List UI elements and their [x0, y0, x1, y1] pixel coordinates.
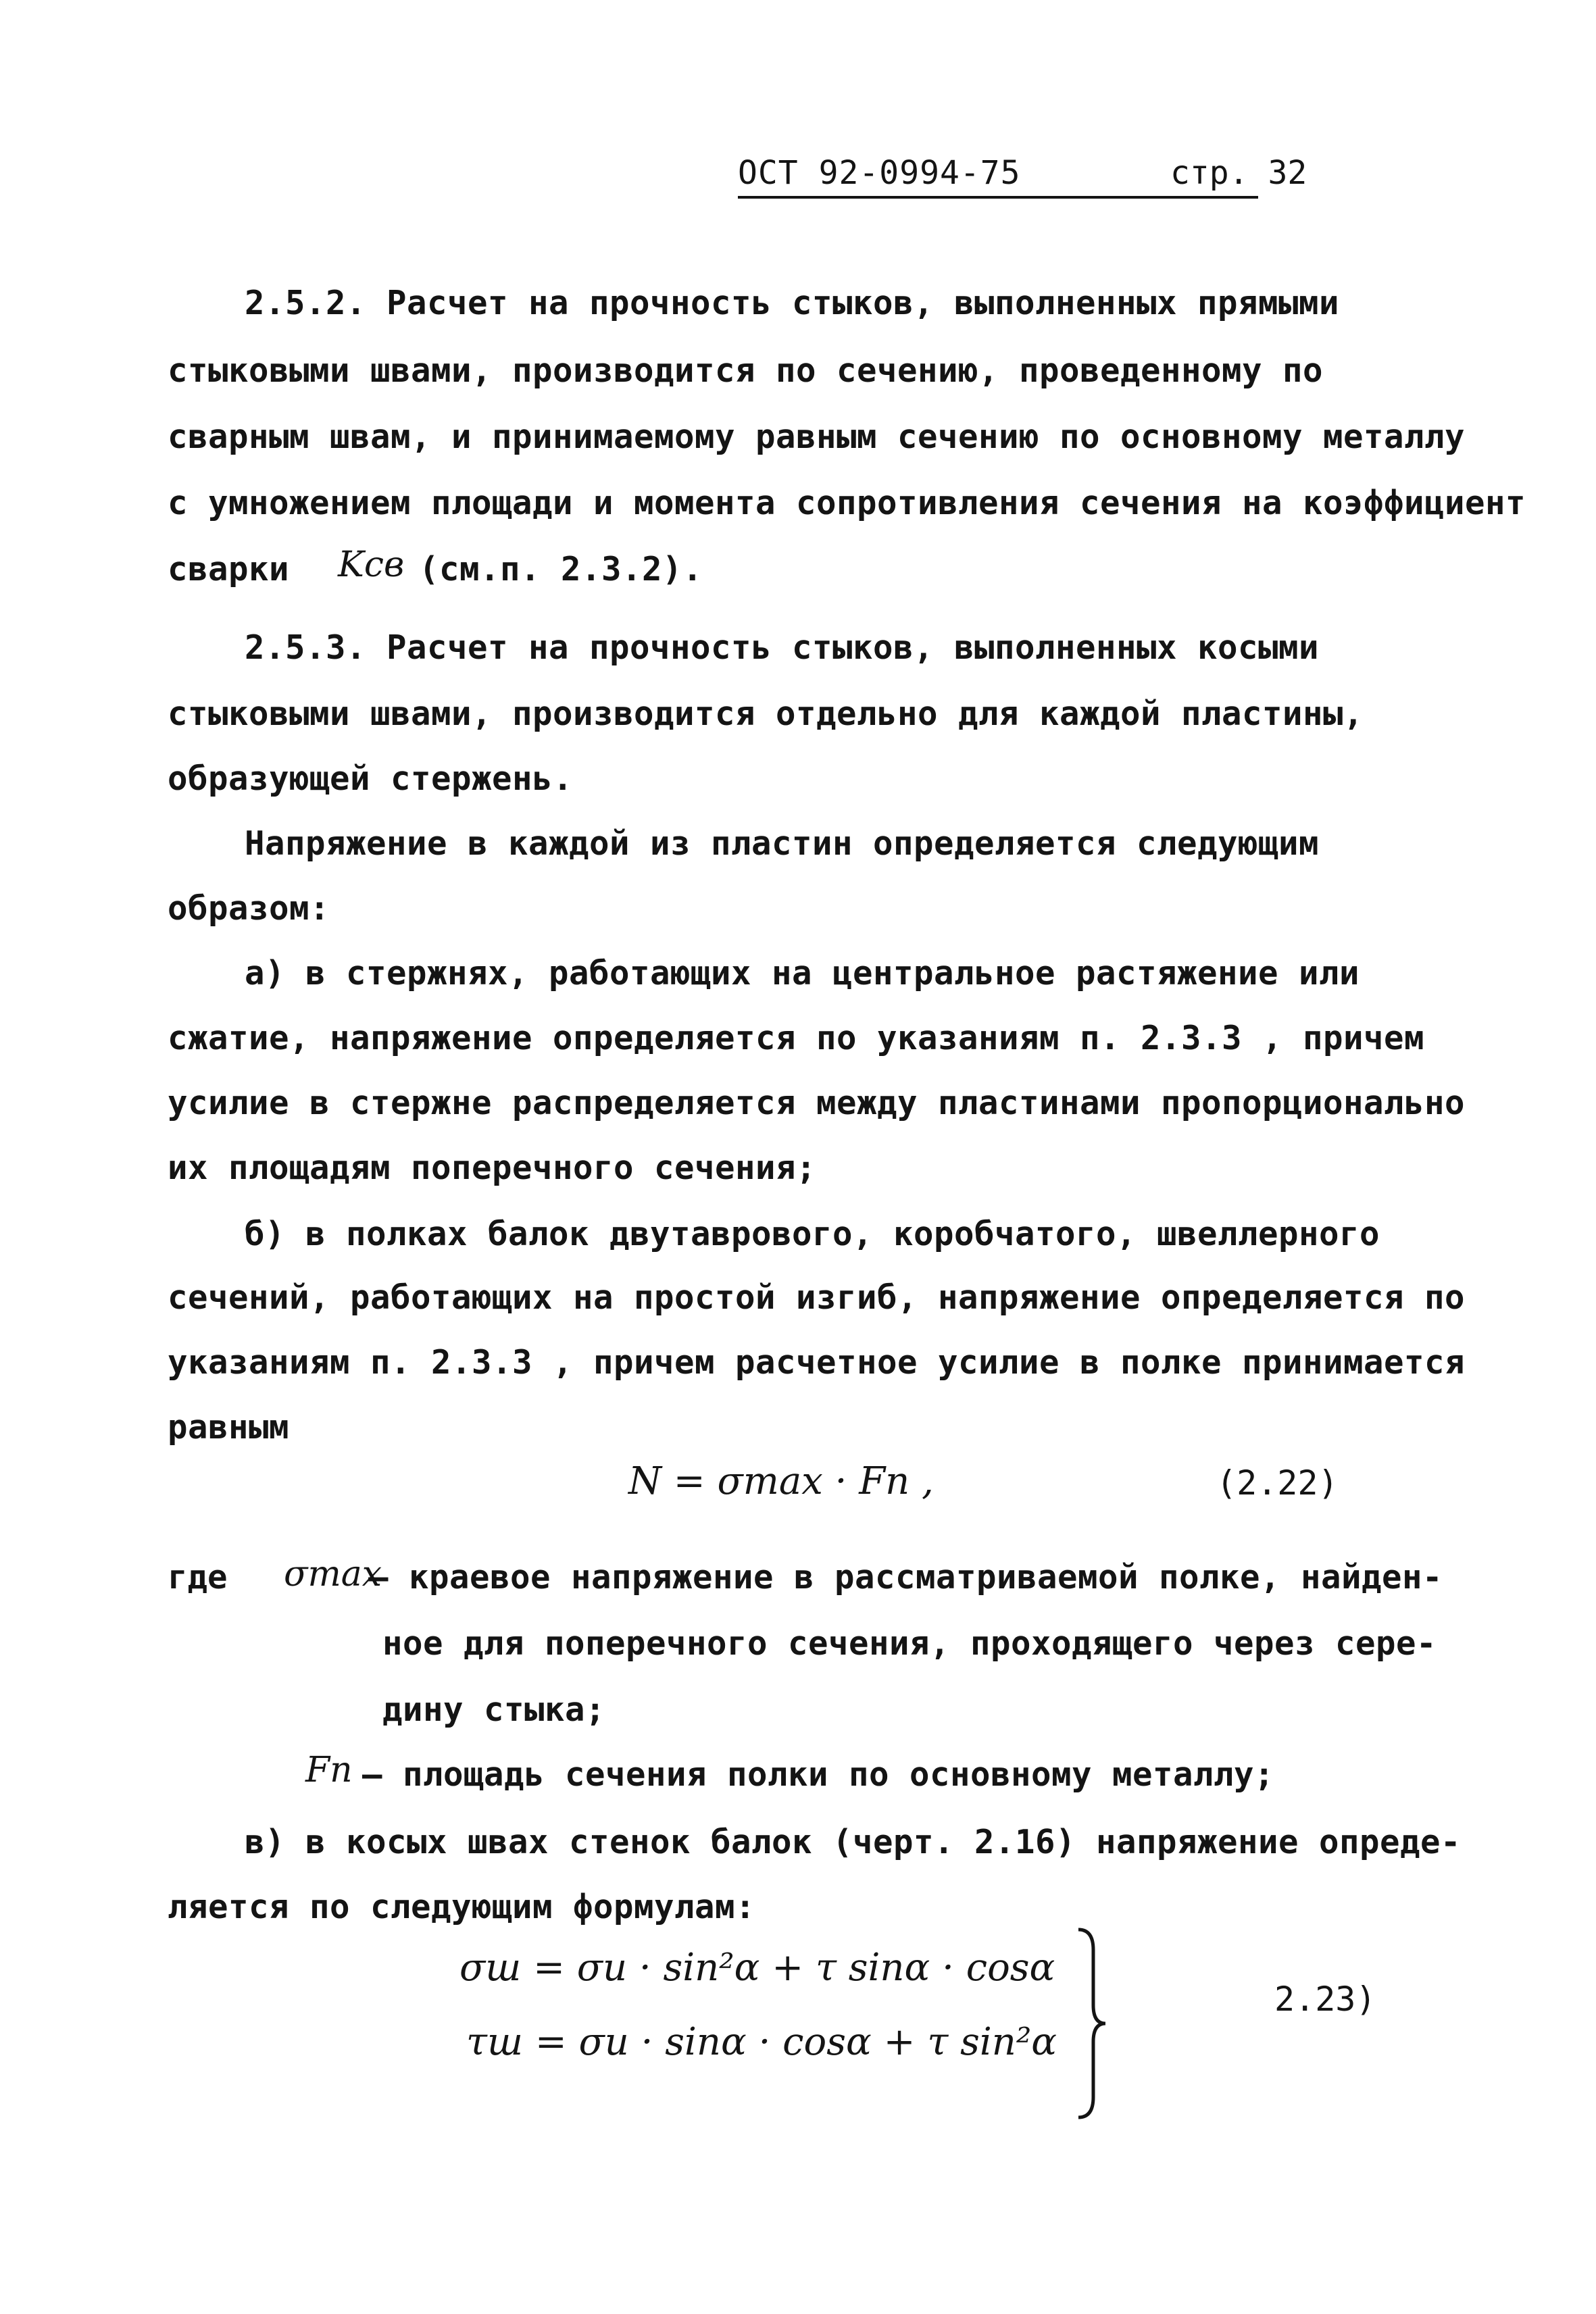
definition-line: – краевое напряжение в рассматриваемой полке, найден-: [368, 1558, 1443, 1596]
text-line: 2.5.2. Расчет на прочность стыков, выполненных прямыми: [245, 284, 1340, 322]
where-label: где: [168, 1558, 228, 1596]
text-line: стыковыми швами, производится отдельно для каждой пластины,: [168, 695, 1364, 733]
standard-code: ОСТ 92-0994-75: [738, 154, 1021, 192]
header-underline: [738, 196, 1258, 199]
text-line: с умножением площади и момента сопротивления сечения на коэффициент: [168, 484, 1526, 522]
text-line: равным: [168, 1408, 290, 1447]
text-line: в) в косых швах стенок балок (черт. 2.16) напряжение опреде-: [245, 1823, 1462, 1861]
text-line: сварки: [168, 550, 290, 588]
text-line: образующей стержень.: [168, 759, 574, 798]
text-line: указаниям п. 2.3.3 , причем расчетное усилие в полке принимается: [168, 1343, 1466, 1382]
definition-line: ное для поперечного сечения, проходящего через сере-: [382, 1624, 1437, 1663]
text-line: их площадям поперечного сечения;: [168, 1149, 817, 1187]
right-curly-brace: [1074, 1926, 1108, 2121]
page-number: стр. 32: [1170, 154, 1307, 192]
text-line: усилие в стержне распределяется между пластинами пропорционально: [168, 1084, 1466, 1122]
text-line: а) в стержнях, работающих на центральное растяжение или: [245, 954, 1360, 992]
sigma-max-symbol: σmax: [284, 1554, 382, 1594]
definition-line: дину стыка;: [382, 1690, 606, 1729]
equation-number-2-23: 2.23): [1274, 1980, 1376, 2019]
text-line: (см.п. 2.3.2).: [419, 550, 703, 588]
f-flange-symbol: Fп: [305, 1750, 353, 1790]
text-line: стыковыми швами, производится по сечению, проведенному по: [168, 351, 1324, 390]
text-line: сечений, работающих на простой изгиб, напряжение определяется по: [168, 1278, 1466, 1317]
text-line: сварным швам, и принимаемому равным сечению по основному металлу: [168, 418, 1466, 456]
formula-2-23-line-1: σш = σи · sin²α + τ sinα · cosα: [459, 1946, 1055, 1990]
text-line: Напряжение в каждой из пластин определяется следующим: [245, 824, 1320, 863]
coefficient-symbol: Kсв: [338, 545, 405, 585]
text-line: ляется по следующим формулам:: [168, 1888, 756, 1926]
definition-line: – площадь сечения полки по основному металлу;: [362, 1755, 1275, 1794]
text-line: образом:: [168, 889, 330, 928]
page-header: [738, 154, 1307, 215]
text-line: б) в полках балок двутаврового, коробчатого, швеллерного: [245, 1215, 1380, 1253]
text-line: сжатие, напряжение определяется по указаниям п. 2.3.3 , причем: [168, 1019, 1425, 1057]
formula-2-22: N = σmax · Fп ,: [628, 1459, 934, 1503]
text-line: 2.5.3. Расчет на прочность стыков, выполненных косыми: [245, 628, 1320, 667]
formula-2-23-line-2: τш = σи · sinα · cosα + τ sin²α: [466, 2020, 1057, 2064]
equation-number-2-22: (2.22): [1216, 1463, 1339, 1503]
